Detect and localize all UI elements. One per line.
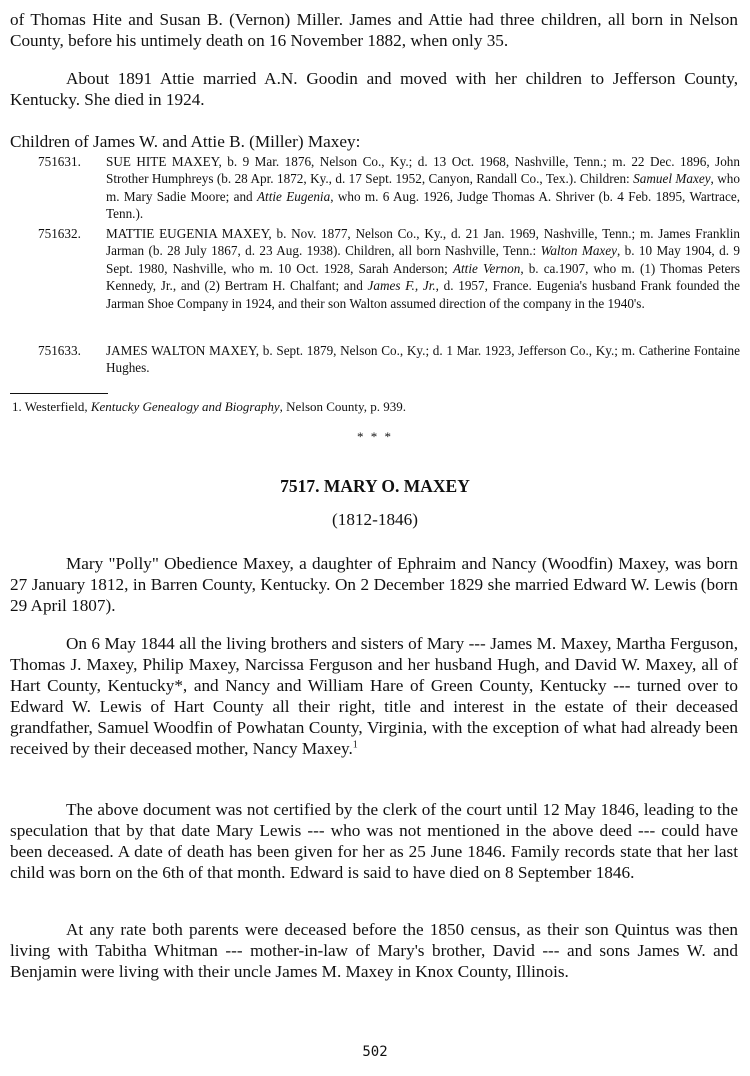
footnote-ref: 1 bbox=[352, 739, 358, 751]
child-number: 751632. bbox=[38, 226, 81, 241]
child-entry-751633 bbox=[38, 342, 740, 377]
section-heading: 7517. MARY O. MAXEY bbox=[280, 476, 470, 496]
footnote: 1. Westerfield, Kentucky Genealogy and Biography, Nelson County, p. 939. bbox=[12, 399, 406, 414]
body-paragraph-2: On 6 May 1844 all the living brothers and sisters of Mary --- James M. Maxey, Martha Ferguson, Thomas J. Maxey, Philip Maxey, Narcissa Ferguson and her husband Hugh, and David W. Maxey, all of Hart County, Kentucky*, and Nancy and William Hare of Green County, Kentucky --- turned over to Edward W. Lewis of Hart County all their right, title and interest in the estate of their deceased grandfather, Samuel Woodfin of Powhatan County, Virginia, with the exception of what had already been received by their deceased mother, Nancy Maxey.$^1$ bbox=[10, 634, 738, 758]
child-text: JAMES WALTON MAXEY, b. Sept. 1879, Nelson Co., Ky.; d. 1 Mar. 1923, Jefferson Co., Ky.; m. Catherine Fontaine Hughes. bbox=[106, 343, 740, 376]
body-paragraph-1: Mary "Polly" Obedience Maxey, a daughter of Ephraim and Nancy (Woodfin) Maxey, was born 27 January 1812, in Barren County, Kentucky. On 2 December 1829 she married Edward W. Lewis (born 29 April 1807). bbox=[10, 554, 738, 615]
child-number: 751633. bbox=[38, 343, 81, 358]
page-number: 502 bbox=[362, 1044, 388, 1060]
body-paragraph-3: The above document was not certified by the clerk of the court until 12 May 1846, leading to the speculation that by that date Mary Lewis --- who was not mentioned in the above deed --- could have been deceased. A date of death has been given for her as 25 June 1846. Family records state that her last child was born on the 6th of that month. Edward is said to have died on 8 September 1846. bbox=[10, 800, 738, 882]
child-entry-751631 bbox=[38, 153, 740, 223]
intro-paragraph-2: About 1891 Attie married A.N. Goodin and moved with her children to Jefferson County, Kentucky. She died in 1924. bbox=[10, 69, 738, 109]
child-text: SUE HITE MAXEY, b. 9 Mar. 1876, Nelson Co., Ky.; d. 13 Oct. 1968, Nashville, Tenn.; m. 22 Dec. 1896, John Strother Humphreys (b. 28 Apr. 1872, Ky., d. 17 Sept. 1952, Canyon, Randall Co., Tex.). Children: Samuel Maxey, who m. Mary Sadie Moore; and Attie Eugenia, who m. 6 Aug. 1926, Judge Thomas A. Shriver (b. 4 Feb. 1895, Wartrace, Tenn.). bbox=[106, 154, 740, 222]
child-entry-751632 bbox=[38, 225, 740, 312]
child-text: MATTIE EUGENIA MAXEY, b. Nov. 1877, Nelson Co., Ky., d. 21 Jan. 1969, Nashville, Tenn.; m. James Franklin Jarman (b. 28 July 1867, d. 23 Aug. 1938). Children, all born Nashville, Tenn.: Walton Maxey, b. 10 May 1904, d. 9 Sept. 1980, Nashville, who m. 10 Oct. 1928, Sarah Anderson; Attie Vernon, b. ca.1907, who m. (1) Thomas Peters Kennedy, Jr., and (2) Bertram H. Chalfant; and James F., Jr., d. 1957, France. Eugenia's husband Frank founded the Jarman Shoe Company in 1924, and their son Walton assumed direction of the company in the 1940's. bbox=[106, 226, 740, 311]
section-dates: (1812-1846) bbox=[332, 510, 418, 529]
children-heading: Children of James W. and Attie B. (Miller) Maxey: bbox=[10, 132, 361, 151]
child-number: 751631. bbox=[38, 154, 81, 169]
section-separator: * * * bbox=[357, 429, 393, 444]
intro-paragraph-1: of Thomas Hite and Susan B. (Vernon) Miller. James and Attie had three children, all born in Nelson County, before his untimely death on 16 November 1882, when only 35. bbox=[10, 10, 738, 50]
footnote-rule bbox=[10, 393, 108, 394]
body-paragraph-4: At any rate both parents were deceased before the 1850 census, as their son Quintus was then living with Tabitha Whitman --- mother-in-law of Mary's brother, David --- and sons James W. and Benjamin were living with their uncle James M. Maxey in Knox County, Illinois. bbox=[10, 920, 738, 981]
